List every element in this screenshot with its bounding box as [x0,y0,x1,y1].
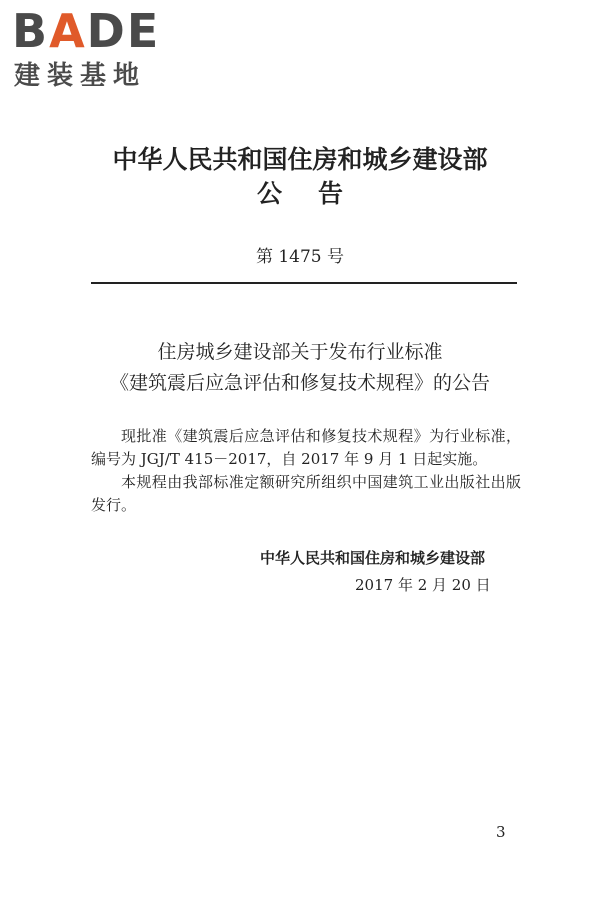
announcement-number: 第 1475 号 [255,247,345,267]
logo-letter: A [49,4,87,58]
bade-logo [12,6,182,98]
logo-letter: D [86,4,127,58]
logo-letter: E [126,4,161,58]
logo-wordmark [12,6,160,56]
body-paragraph: 本规程由我部标准定额研究所组织中国建筑工业出版社出版发行。 [91,473,521,514]
header-divider [91,282,517,284]
signature-date: 2017 年 2 月 20 日 [355,576,491,594]
subject-line-2: 《建筑震后应急评估和修复技术规程》的公告 [109,372,490,394]
logo-subtitle: 建装基地 [14,61,147,91]
issuer-title: 中华人民共和国住房和城乡建设部 [112,145,488,174]
subject-line-1: 住房城乡建设部关于发布行业标准 [157,341,443,363]
signature-issuer: 中华人民共和国住房和城乡建设部 [260,549,486,567]
page-number: 3 [496,823,506,841]
announcement-body [91,425,521,517]
logo-letter: B [12,4,50,58]
document-type-title: 公告 [256,179,379,208]
body-paragraph: 现批准《建筑震后应急评估和修复技术规程》为行业标准，编号为 JGJ/T 415－2017，自 2017 年 9 月 1 日起实施。 [91,427,521,468]
